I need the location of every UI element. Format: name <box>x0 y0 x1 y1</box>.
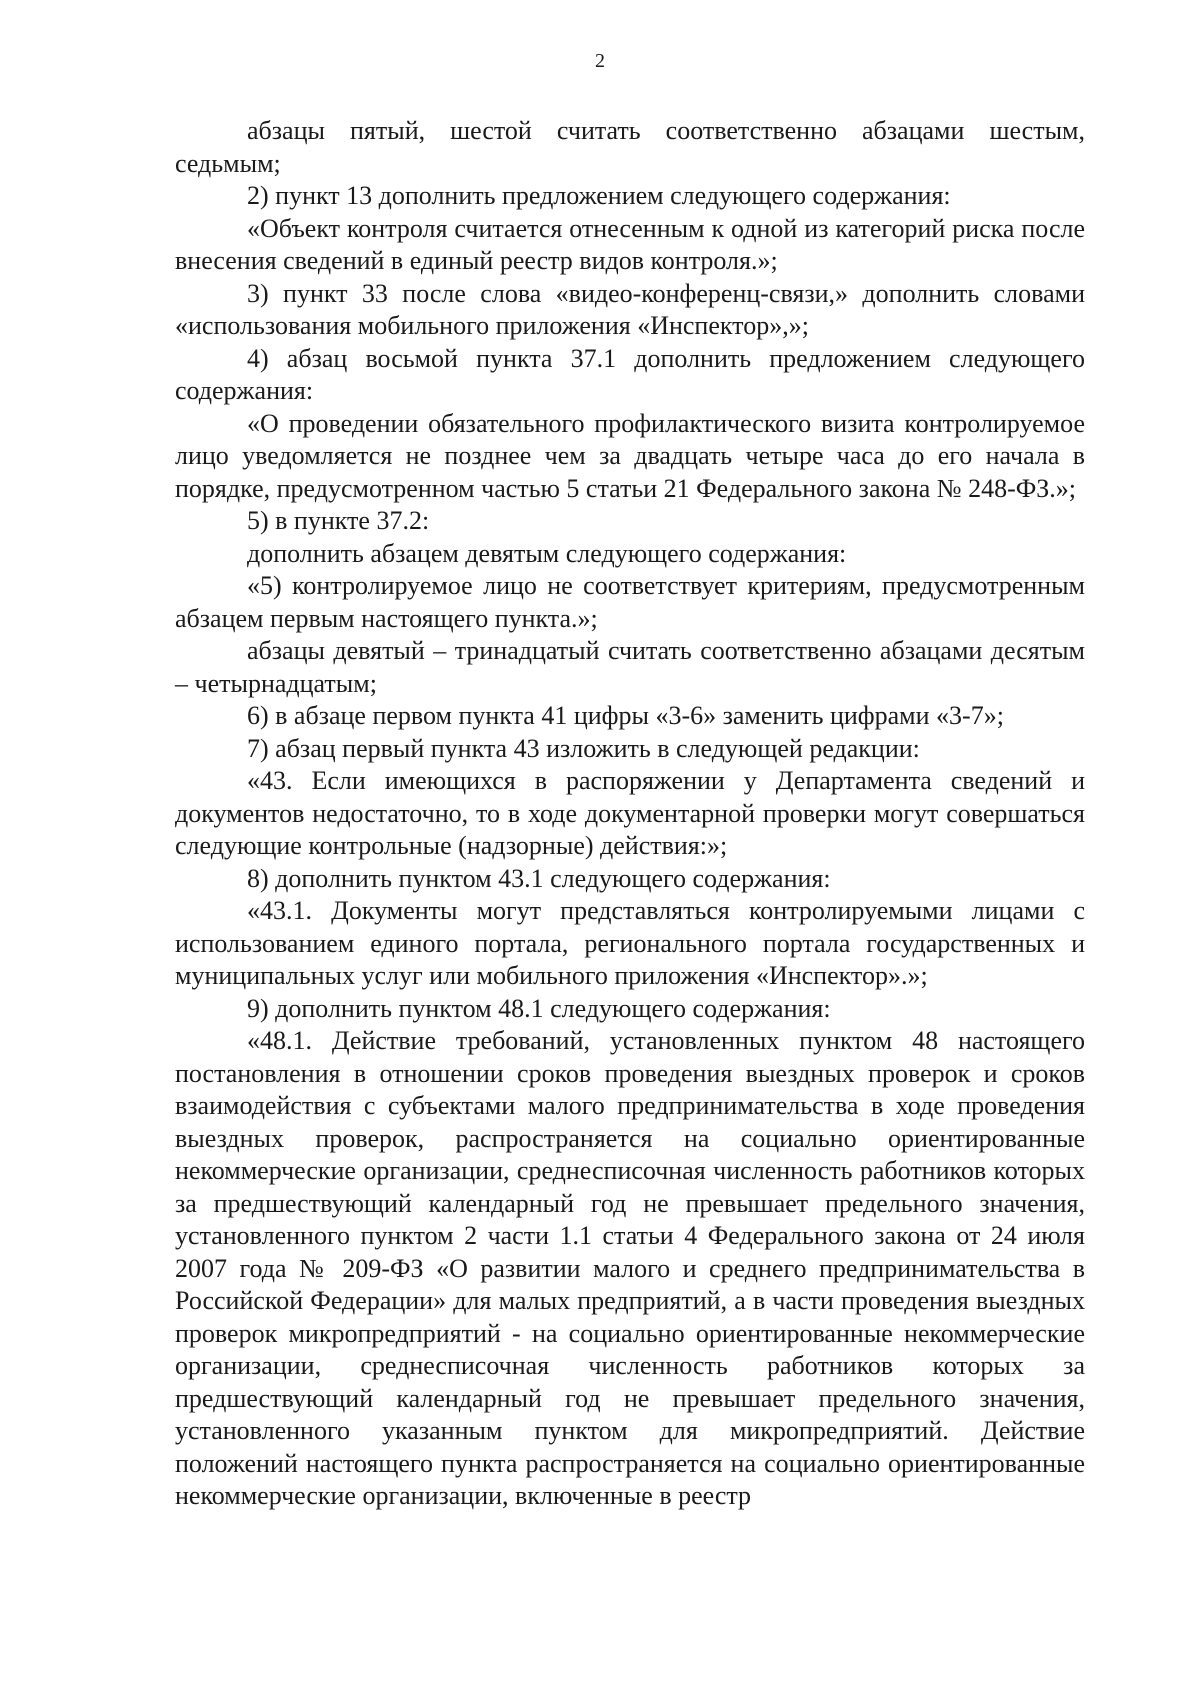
paragraph: «43. Если имеющихся в распоряжении у Департамента сведений и документов недостаточно, то в ходе документарной проверки могут совершаться следующие контрольные (надзорные) действия:»; <box>175 766 1085 860</box>
paragraph: 5) в пункте 37.2: <box>247 506 430 535</box>
paragraph: 3) пункт 33 после слова «видео-конференц-связи,» дополнить словами «использования мобильного приложения «Инспектор»,»; <box>175 278 1085 340</box>
document-body <box>175 115 1085 1513</box>
page-number: 2 <box>595 50 605 72</box>
paragraph: 8) дополнить пунктом 43.1 следующего содержания: <box>247 863 831 893</box>
paragraph: «О проведении обязательного профилактического визита контролируемое лицо уведомляется не позднее чем за двадцать четыре часа до его начала в порядке, предусмотренном частью 5 статьи 21 Федерального закона № 248-ФЗ.»; <box>175 408 1085 503</box>
paragraph: «48.1. Действие требований, установленных пунктом 48 настоящего постановления в отношении сроков проведения выездных проверок и сроков взаимодействия с субъектами малого предпринимательства в ходе проведения выездных проверок, распространяется на социально ориентированные некоммерческие организации, среднесписочная численность работников которых за предшествующий календарный год не превышает предельного значения, установленного пунктом 2 части 1.1 статьи 4 Федерального закона от 24 июля 2007 года № 209-ФЗ «О развитии малого и среднего предпринимательства в Российской Федерации» для малых предприятий, а в части проведения выездных проверок микропредприятий - на социально ориентированные некоммерческие организации, среднесписочная численность работников которых за предшествующий календарный год не превышает предельного значения, установленного указанным пунктом для микропредприятий. Действие положений настоящего пункта распространяется на социально ориентированные некоммерческие организации, включенные в реестр <box>175 1026 1085 1510</box>
paragraph: «Объект контроля считается отнесенным к одной из категорий риска после внесения сведений в единый реестр видов контроля.»; <box>175 213 1085 275</box>
paragraph: 6) в абзаце первом пункта 41 цифры «3-6» заменить цифрами «3-7»; <box>247 701 1004 730</box>
paragraph: «43.1. Документы могут представляться контролируемыми лицами с использованием единого портала, регионального портала государственных и муниципальных услуг или мобильного приложения «Инспектор».»; <box>175 896 1085 990</box>
paragraph: 7) абзац первый пункта 43 изложить в следующей редакции: <box>247 733 920 763</box>
paragraph: «5) контролируемое лицо не соответствует критериям, предусмотренным абзацем первым настоящего пункта.»; <box>175 571 1085 633</box>
paragraph: 4) абзац восьмой пункта 37.1 дополнить предложением следующего содержания: <box>175 343 1085 405</box>
paragraph: дополнить абзацем девятым следующего содержания: <box>247 538 847 568</box>
paragraph: абзацы пятый, шестой считать соответственно абзацами шестым, седьмым; <box>175 116 1085 178</box>
paragraph: 2) пункт 13 дополнить предложением следующего содержания: <box>247 181 951 210</box>
paragraph: абзацы девятый – тринадцатый считать соответственно абзацами десятым – четырнадцатым; <box>175 636 1085 698</box>
paragraph: 9) дополнить пунктом 48.1 следующего содержания: <box>247 993 831 1023</box>
